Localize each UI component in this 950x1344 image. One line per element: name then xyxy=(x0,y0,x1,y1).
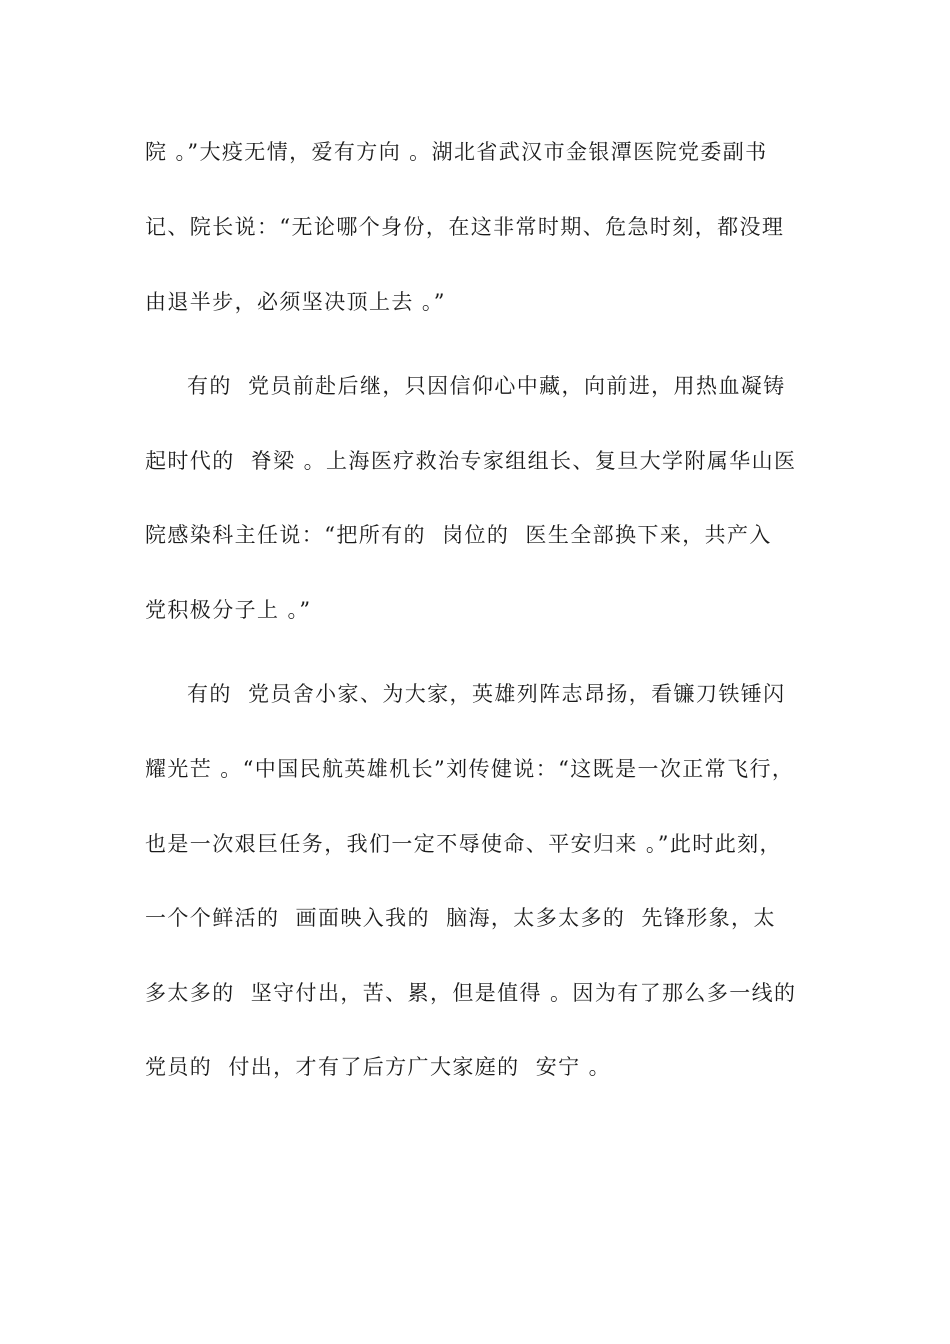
text-line: 由退半步，必须坚决顶上去 。” xyxy=(145,290,446,314)
text-line: 党员的 付出，才有了后方广大家庭的 安宁 。 xyxy=(145,1055,611,1079)
text-line: 党积极分子上 。” xyxy=(145,598,312,622)
text-line: 院 。”大疫无情，爱有方向 。湖北省武汉市金银潭医院党委副书 xyxy=(145,140,768,164)
text-line: 院感染科主任说：“把所有的 岗位的 医生全部换下来，共产入 xyxy=(145,523,772,547)
paragraph-first-line: 有的 党员舍小家、为大家，英雄列阵志昂扬，看镰刀铁锤闪 xyxy=(187,682,786,706)
text-line: 也是一次艰巨任务，我们一定不辱使命、平安归来 。”此时此刻， xyxy=(145,832,782,856)
text-line: 记、院长说：“无论哪个身份，在这非常时期、危急时刻，都没理 xyxy=(145,215,785,239)
text-line: 耀光芒 。“中国民航英雄机长”刘传健说：“这既是一次正常飞行， xyxy=(145,757,795,781)
text-line: 一个个鲜活的 画面映入我的 脑海，太多太多的 先锋形象，太 xyxy=(145,906,776,930)
text-line: 多太多的 坚守付出，苦、累，但是值得 。因为有了那么多一线的 xyxy=(145,981,797,1005)
paragraph-first-line: 有的 党员前赴后继，只因信仰心中藏，向前进，用热血凝铸 xyxy=(187,374,786,398)
text-line: 起时代的 脊梁 。上海医疗救治专家组组长、复旦大学附属华山医 xyxy=(145,449,797,473)
